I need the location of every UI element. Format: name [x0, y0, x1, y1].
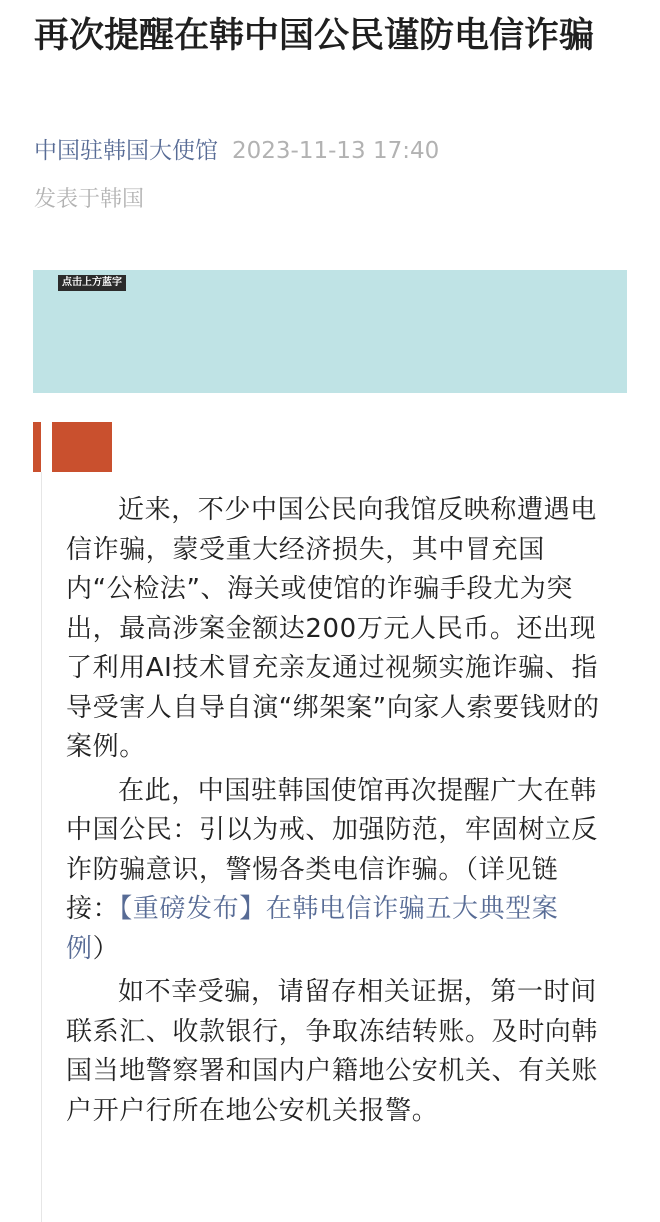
body-paragraph-3: 如不幸受骗，请留存相关证据，第一时间联系汇、收款银行，争取冻结转账。及时向韩国当地警察署和国内户籍地公安机关、有关账户开户行所在地公安机关报警。: [66, 977, 599, 1126]
banner-tag: 点击上方蓝字: [58, 275, 126, 291]
article-title: 再次提醒在韩中国公民谨防电信诈骗: [34, 16, 595, 56]
paragraph-2-tail: ）: [92, 933, 120, 964]
accent-block-icon: [52, 422, 112, 472]
left-divider-line: [41, 472, 42, 1222]
body-paragraph-2: [66, 772, 611, 970]
header-banner-image[interactable]: [33, 270, 627, 393]
paragraph-2-text: 在此，中国驻韩国使馆再次提醒广大在韩中国公民：引以为戒、加强防范，牢固树立反诈防骗意识，警惕各类电信诈骗。（详见链接：: [66, 775, 599, 924]
article-meta: [34, 133, 439, 169]
publish-time: 2023-11-13 17:40: [232, 138, 440, 164]
account-name-link[interactable]: 中国驻韩国大使馆: [34, 138, 218, 164]
body-paragraph-1: 近来，不少中国公民向我馆反映称遭遇电信诈骗，蒙受重大经济损失，其中冒充国内“公检法”、海关或使馆的诈骗手段尤为突出，最高涉案金额达200万元人民币。还出现了利用AI技术冒充亲友通过视频实施诈骗、指导受害人自导自演“绑架案”向家人索要钱财的案例。: [66, 495, 600, 762]
case-article-link[interactable]: 【重磅发布】在韩电信诈骗五大典型案例: [66, 894, 559, 964]
accent-bar-icon: [33, 422, 41, 472]
article-body: [66, 491, 611, 1135]
publish-location: 发表于韩国: [34, 187, 145, 212]
